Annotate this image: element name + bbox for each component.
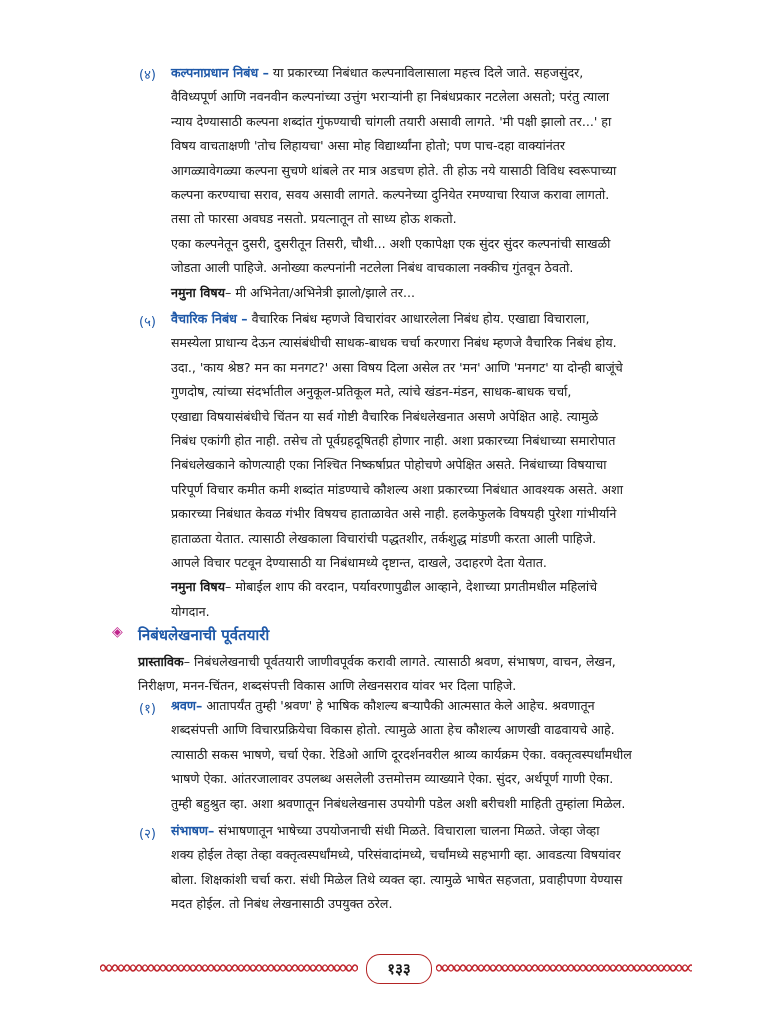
section-4-line: आगळ्यावेगळ्या कल्पना सुचणे थांबले तर मात्र अडचण होते. ती होऊ नये यासाठी विविध स्वरूपाच्या xyxy=(171,162,617,178)
section-5-line: हाताळता येतात. त्यासाठी लेखकाला विचारांची पद्धतशीर, तर्कशुद्ध मांडणी करता आली पाहिजे. xyxy=(171,530,597,546)
section-5-paragraph xyxy=(171,307,687,624)
section-4-line: तसा तो फारसा अवघड नसतो. प्रयत्नातून तो साध्य होऊ शकतो. xyxy=(171,211,457,227)
subsection-2-line: बोला. शिक्षकांशी चर्चा करा. संधी मिळेल तिथे व्यक्त व्हा. त्यामुळे भाषेत सहजता, प्रवाहीपणा येण्यास xyxy=(171,871,623,887)
subsection-1-line: भाषणे ऐका. आंतरजालावर उपलब्ध असलेली उत्तमोत्तम व्याख्याने ऐका. सुंदर, अर्थपूर्ण गाणी ऐका. xyxy=(171,771,614,787)
ornament-pattern-icon xyxy=(100,960,358,976)
subsection-1-term: श्रवण– xyxy=(171,698,203,713)
section-4-sample-text: – मी अभिनेता/अभिनेत्री झालो/झाले तर... xyxy=(225,284,415,300)
section-heading: निबंधलेखनाची पूर्वतयारी xyxy=(138,626,270,644)
subsection-1-number: (१) xyxy=(139,702,156,717)
ornament-pattern-icon xyxy=(436,960,692,976)
section-5-sample-label: नमुना विषय xyxy=(171,579,226,595)
section-5-line: समस्येला प्राधान्य देऊन त्यासंबंधीची साधक-बाधक चर्चा करणारा निबंध म्हणजे वैचारिक निबंध होय. xyxy=(171,335,617,351)
section-4-paragraph xyxy=(171,61,687,305)
section-5-line: वैचारिक निबंध म्हणजे विचारांवर आधारलेला निबंध होय. एखाद्या विचाराला, xyxy=(247,311,590,326)
intro-label: प्रास्ताविक xyxy=(138,654,184,669)
subsection-1-line: तुम्ही बहुश्रुत व्हा. अशा श्रवणातून निबंधलेखनास उपयोगी पडेल अशी बरीचशी माहिती तुम्हांला मिळेल. xyxy=(171,795,626,811)
section-5-line: प्रकारच्या निबंधात केवळ गंभीर विषयच हाताळावेत असे नाही. हलकेफुलके विषयही पुरेशा गांभीर्याने xyxy=(171,506,617,522)
section-5-term: वैचारिक निबंध – xyxy=(171,311,248,326)
section-4-line: कल्पना करण्याचा सराव, सवय असावी लागते. कल्पनेच्या दुनियेत रमण्याचा रियाज करावा लागतो. xyxy=(171,187,610,203)
footer-ornament-right xyxy=(436,960,692,976)
subsection-2-line: संभाषणातून भाषेच्या उपयोजनाची संधी मिळते. विचाराला चालना मिळते. जेव्हा जेव्हा xyxy=(214,823,600,838)
intro-line: – निबंधलेखनाची पूर्वतयारी जाणीवपूर्वक करावी लागते. त्यासाठी श्रवण, संभाषण, वाचन, लेखन, xyxy=(183,654,616,669)
diamond-bullet-icon: ◈ xyxy=(112,624,123,640)
subsection-1-paragraph xyxy=(171,694,687,816)
section-5-line: एखाद्या विषयासंबंधीचे चिंतन या सर्व गोष्टी वैचारिक निबंधलेखनात असणे अपेक्षित आहे. त्यामुळे xyxy=(171,408,599,424)
section-4-line: न्याय देण्यासाठी कल्पना शब्दांत गुंफण्याची चांगली तयारी असावी लागते. 'मी पक्षी झालो तर...' हा xyxy=(171,113,612,129)
subsection-2-term: संभाषण– xyxy=(171,823,215,838)
section-5-sample-text: – मोबाईल शाप की वरदान, पर्यावरणापुढील आव्हाने, देशाच्या प्रगतीमधील महिलांचे xyxy=(225,579,598,595)
footer-ornament-left xyxy=(100,960,358,976)
subsection-2-line: मदत होईल. तो निबंध लेखनासाठी उपयुक्त ठरेल. xyxy=(171,896,393,912)
section-5-line: निबंधलेखकाने कोणत्याही एका निश्चित निष्कर्षाप्रत पोहोचणे अपेक्षित असते. निबंधाच्या विषयाचा xyxy=(171,457,607,473)
section-5-sample-text: योगदान. xyxy=(171,603,210,619)
subsection-1-line: त्यासाठी सकस भाषणे, चर्चा ऐका. रेडिओ आणि दूरदर्शनवरील श्राव्य कार्यक्रम ऐका. वक्तृत्वस्पर्धांमधील xyxy=(171,746,632,762)
section-5-line: गुणदोष, त्यांच्या संदर्भातील अनुकूल-प्रतिकूल मते, त्यांचे खंडन-मंडन, साधक-बाधक चर्चा, xyxy=(171,384,572,400)
section-4-line: एका कल्पनेतून दुसरी, दुसरीतून तिसरी, चौथी... अशी एकापेक्षा एक सुंदर सुंदर कल्पनांची साखळी xyxy=(171,235,611,251)
section-4-number: (४) xyxy=(139,68,156,83)
section-4-line: या प्रकारच्या निबंधात कल्पनाविलासाला महत्त्व दिले जाते. सहजसुंदर, xyxy=(268,65,584,80)
subsection-2-number: (२) xyxy=(139,827,156,842)
section-5-number: (५) xyxy=(139,315,156,330)
subsection-2-paragraph xyxy=(171,819,687,917)
section-4-line: जोडता आली पाहिजे. अनोख्या कल्पनांनी नटलेला निबंध वाचकाला नक्कीच गुंतवून ठेवतो. xyxy=(171,260,574,276)
section-4-line: वैविध्यपूर्ण आणि नवनवीन कल्पनांच्या उत्तुंग भराऱ्यांनी हा निबंधप्रकार नटलेला असतो; परंतु त्याला xyxy=(171,89,610,105)
section-5-line: निबंध एकांगी होत नाही. तसेच तो पूर्वग्रहदूषितही होणार नाही. अशा प्रकारच्या निबंधाच्या समारोपात xyxy=(171,433,616,449)
subsection-1-line: आतापर्यंत तुम्ही 'श्रवण' हे भाषिक कौशल्य बऱ्यापैकी आत्मसात केले आहेच. श्रवणातून xyxy=(202,698,595,713)
section-4-sample-label: नमुना विषय xyxy=(171,284,226,300)
section-5-line: आपले विचार पटवून देण्यासाठी या निबंधामध्ये दृष्टान्त, दाखले, उदाहरणे देता येतात. xyxy=(171,555,547,571)
subsection-2-line: शक्य होईल तेव्हा तेव्हा वक्तृत्वस्पर्धांमध्ये, परिसंवादांमध्ये, चर्चांमध्ये सहभागी व्हा. आवडत्या विषयांवर xyxy=(171,847,621,863)
intro-paragraph xyxy=(138,650,687,699)
page-number: १३३ xyxy=(366,954,432,984)
section-4-line: विषय वाचताक्षणी 'तोच लिहायचा' असा मोह विद्यार्थ्यांना होतो; पण पाच-दहा वाक्यांनंतर xyxy=(171,138,566,154)
section-4-term: कल्पनाप्रधान निबंध – xyxy=(171,65,269,80)
intro-line: निरीक्षण, मनन-चिंतन, शब्दसंपत्ती विकास आणि लेखनसराव यांवर भर दिला पाहिजे. xyxy=(138,678,517,694)
subsection-1-line: शब्दसंपत्ती आणि विचारप्रक्रियेचा विकास होतो. त्यामुळे आता हेच कौशल्य आणखी वाढवायचे आहे. xyxy=(171,722,615,738)
section-5-line: उदा., 'काय श्रेष्ठ? मन का मनगट?' असा विषय दिला असेल तर 'मन' आणि 'मनगट' या दोन्ही बाजूंचे xyxy=(171,359,623,375)
section-5-line: परिपूर्ण विचार कमीत कमी शब्दांत मांडण्याचे कौशल्य अशा प्रकारच्या निबंधात आवश्यक असते. अशा xyxy=(171,481,624,497)
